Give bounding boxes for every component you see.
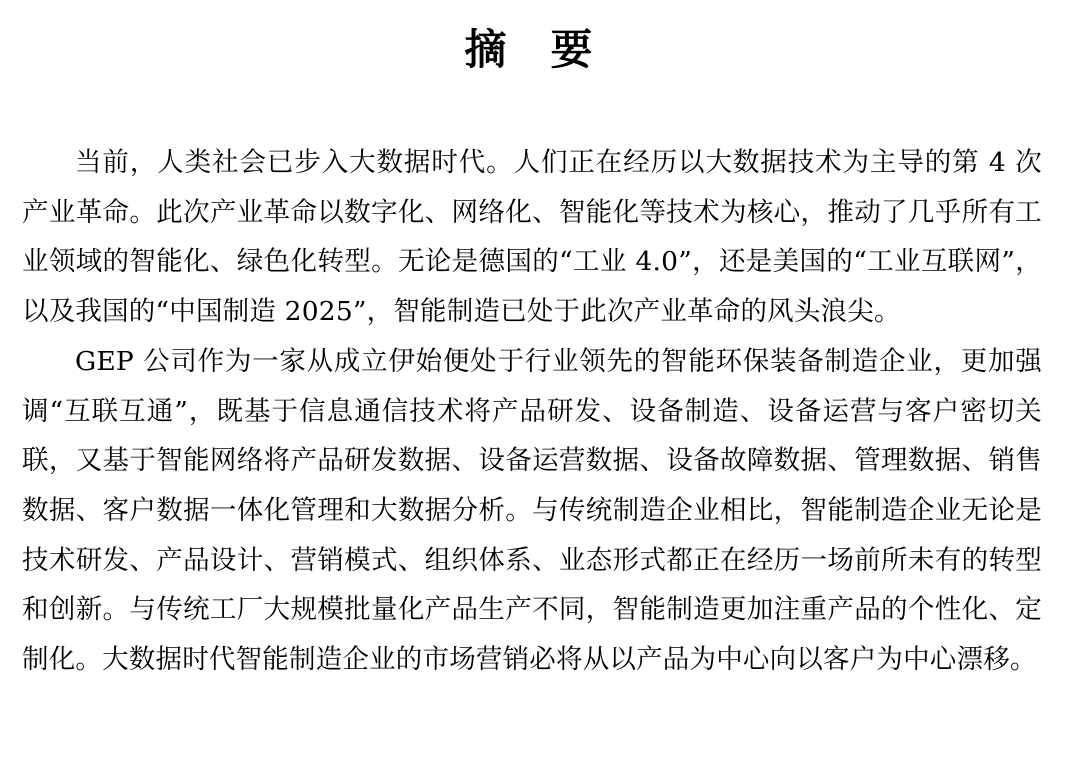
abstract-paragraph-1: 当前，人类社会已步入大数据时代。人们正在经历以大数据技术为主导的第 4 次产业革命。此次产业革命以数字化、网络化、智能化等技术为核心，推动了几乎所有工业领域的智能化、绿色化转型。无论是德国的“工业 4.0”，还是美国的“工业互联网”，以及我国的“中国制造 2025”，智能制造已处于此次产业革命的风头浪尖。 [22, 147, 1042, 328]
page-title: 摘要 [464, 25, 637, 74]
abstract-paragraph-2: GEP 公司作为一家从成立伊始便处于行业领先的智能环保装备制造企业，更加强调“互联互通”，既基于信息通信技术将产品研发、设备制造、设备运营与客户密切关联，又基于智能网络将产品研发数据、设备运营数据、设备故障数据、管理数据、销售数据、客户数据一体化管理和大数据分析。与传统制造企业相比，智能制造企业无论是技术研发、产品设计、营销模式、组织体系、业态形式都正在经历一场前所未有的转型和创新。与传统工厂大规模批量化产品生产不同，智能制造更加注重产品的个性化、定制化。大数据时代智能制造企业的市场营销必将从以产品为中心向以客户为中心漂移。 [22, 345, 1042, 676]
abstract-body [22, 138, 1042, 685]
